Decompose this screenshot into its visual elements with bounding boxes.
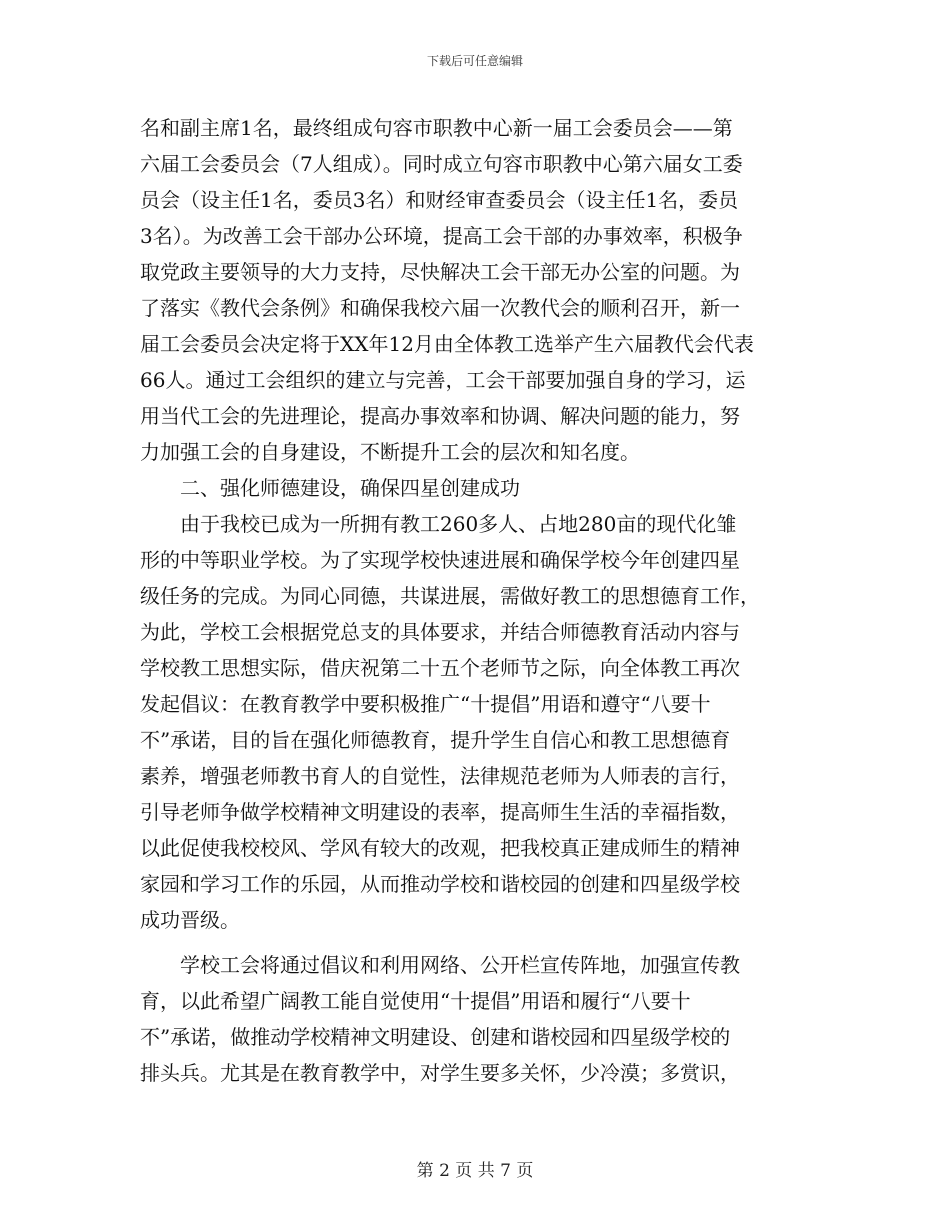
- page-footer: 第 2 页 共 7 页: [416, 1161, 534, 1181]
- page-header: 下载后可任意编辑: [426, 54, 523, 68]
- text-line: 3名）。为改善工会干部办公环境，提高工会干部的办事效率，积极争: [140, 224, 743, 248]
- text-line: 力加强工会的自身建设，不断提升工会的层次和知名度。: [140, 440, 640, 464]
- text-line: 取党政主要领导的大力支持，尽快解决工会干部无办公室的问题。为: [140, 260, 740, 284]
- text-line: 引导老师争做学校精神文明建设的表率，提高师生生活的幸福指数，: [140, 800, 740, 824]
- document-body: [140, 110, 812, 1091]
- text-line: 成功晋级。: [140, 908, 240, 932]
- text-line: 了落实《教代会条例》和确保我校六届一次教代会的顺利召开，新一: [140, 296, 740, 320]
- text-line: 级任务的完成。为同心同德，共谋进展，需做好教工的思想德育工作，: [140, 584, 760, 608]
- text-line: 名和副主席1名，最终组成句容市职教中心新一届工会委员会——第: [140, 116, 733, 140]
- text-line: 排头兵。尤其是在教育教学中，对学生要多关怀，少冷漠；多赏识，: [140, 1061, 740, 1085]
- text-line: 66人。通过工会组织的建立与完善，工会干部要加强自身的学习，运: [140, 368, 746, 392]
- text-line: 不”承诺，做推动学校精神文明建设、创建和谐校园和四星级学校的: [140, 1025, 731, 1049]
- text-line: 届工会委员会决定将于XX年12月由全体教工选举产生六届教代会代表: [140, 332, 754, 356]
- text-line: 素养，增强老师教书育人的自觉性，法律规范老师为人师表的言行，: [140, 764, 740, 788]
- section-heading: 二、强化师德建设，确保四星创建成功: [180, 476, 520, 500]
- text-line: 员会（设主任1名，委员3名）和财经审查委员会（设主任1名，委员: [140, 188, 739, 212]
- text-line: 六届工会委员会（7人组成）。同时成立句容市职教中心第六届女工委: [140, 152, 743, 176]
- paragraph-gap: [140, 938, 812, 947]
- text-line: 育，以此希望广阔教工能自觉使用“十提倡”用语和履行“八要十: [140, 989, 691, 1013]
- text-line: 用当代工会的先进理论，提高办事效率和协调、解决问题的能力，努: [140, 404, 740, 428]
- text-line: 由于我校已成为一所拥有教工260多人、占地280亩的现代化雏: [180, 512, 737, 536]
- text-line: 学校工会将通过倡议和利用网络、公开栏宣传阵地，加强宣传教: [180, 953, 740, 977]
- text-line: 不”承诺，目的旨在强化师德教育，提升学生自信心和教工思想德育: [140, 728, 731, 752]
- text-line: 形的中等职业学校。为了实现学校快速进展和确保学校今年创建四星: [140, 548, 740, 572]
- text-line: 以此促使我校校风、学风有较大的改观，把我校真正建成师生的精神: [140, 836, 740, 860]
- text-line: 家园和学习工作的乐园，从而推动学校和谐校园的创建和四星级学校: [140, 872, 740, 896]
- text-line: 学校教工思想实际，借庆祝第二十五个老师节之际，向全体教工再次: [140, 656, 740, 680]
- text-line: 为此，学校工会根据党总支的具体要求，并结合师德教育活动内容与: [140, 620, 740, 644]
- text-line: 发起倡议：在教育教学中要积极推广“十提倡”用语和遵守“八要十: [140, 692, 711, 716]
